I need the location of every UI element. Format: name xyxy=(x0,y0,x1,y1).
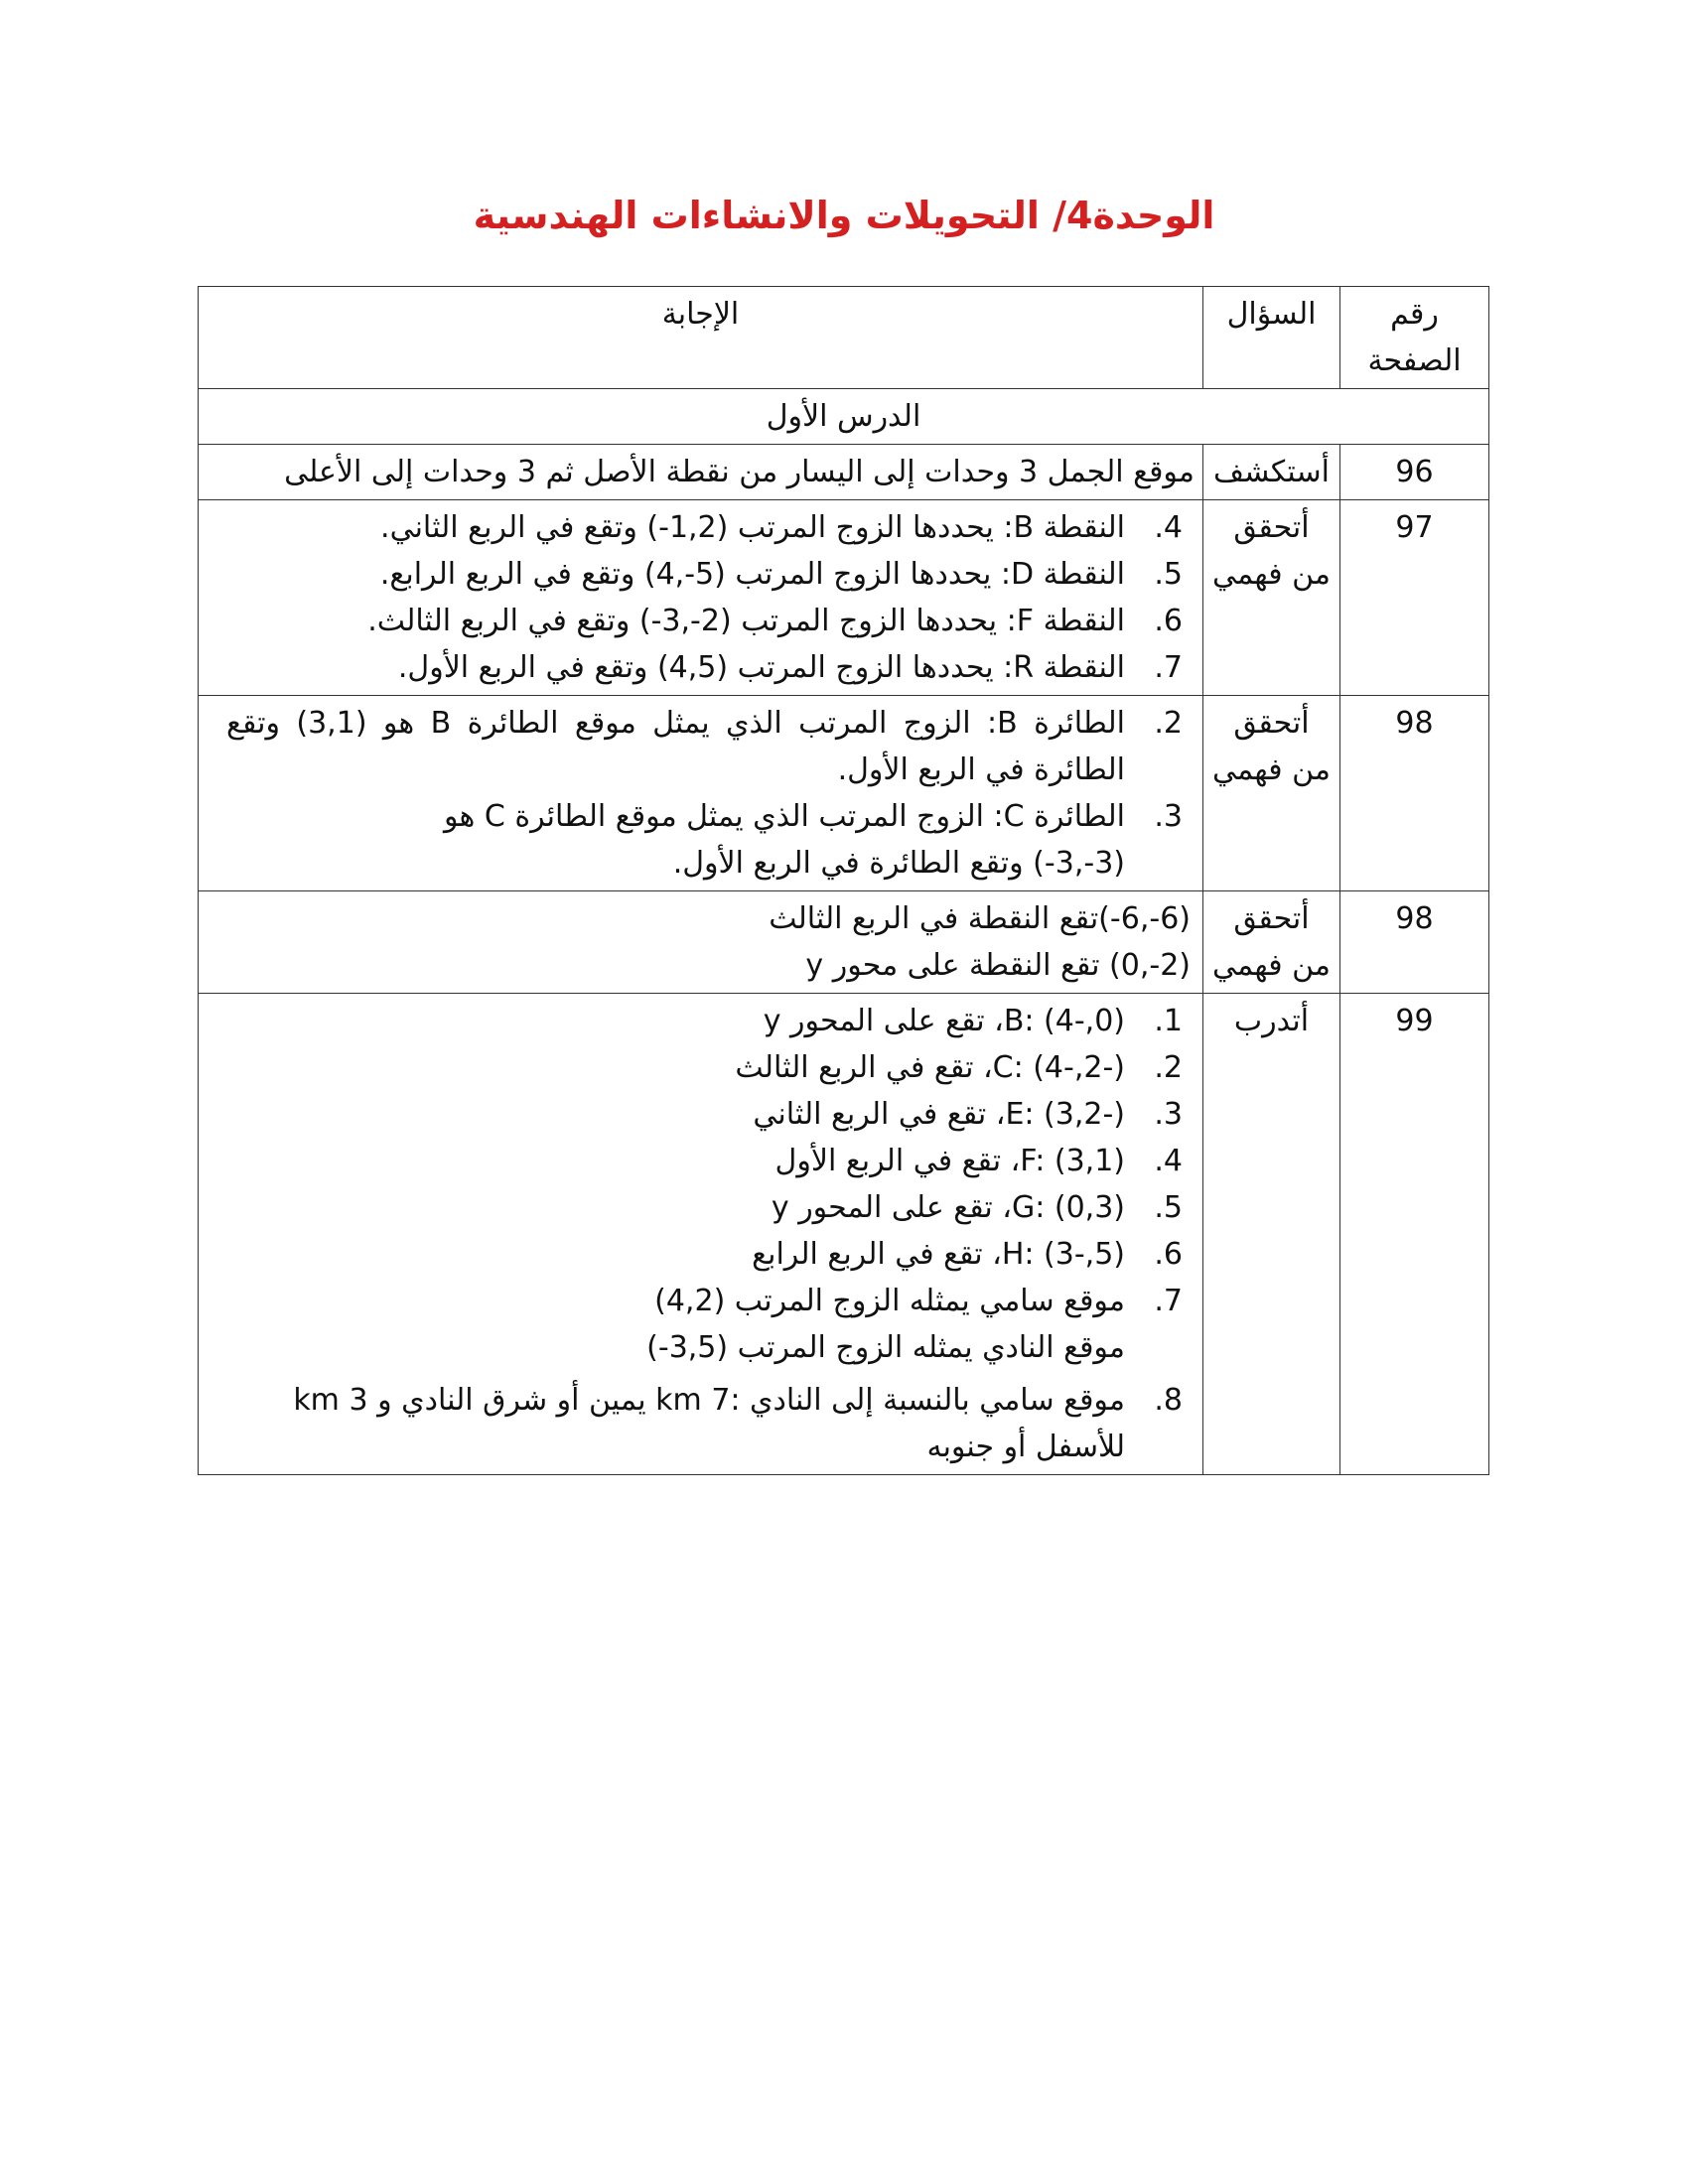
list-item: 6. H: (3-,5)، تقع في الربع الرابع xyxy=(752,1237,1183,1272)
list-item: 3. E: (3,2-)، تقع في الربع الثاني xyxy=(753,1097,1183,1132)
question-type: أتحقق من فهمي xyxy=(1203,891,1340,994)
list-item: 4. النقطة B: يحددها الزوج المرتب (1,2-) وتقع في الربع الثاني. xyxy=(380,510,1183,545)
question-type: أتدرب xyxy=(1203,994,1340,1475)
answer-line: (2-,0) تقع النقطة على محور y xyxy=(805,948,1191,983)
answer-cell xyxy=(199,891,1203,994)
header-page: رقم الصفحة xyxy=(1340,287,1489,389)
list-item: 8. موقع سامي بالنسبة إلى النادي :7 km يمين أو شرق النادي و 3 km للأسفل أو جنوبه xyxy=(293,1383,1183,1464)
page-number: 99 xyxy=(1340,994,1489,1475)
table-row xyxy=(199,994,1489,1475)
list-item: 2. الطائرة B: الزوج المرتب الذي يمثل موقع الطائرة B هو (3,1) وتقع الطائرة في الربع الأول. xyxy=(226,706,1183,787)
answer-cell xyxy=(199,696,1203,891)
header-question: السؤال xyxy=(1203,287,1340,389)
table-row xyxy=(199,696,1489,891)
page-number: 97 xyxy=(1340,500,1489,696)
lesson-title: الدرس الأول xyxy=(199,389,1489,445)
answer-cell xyxy=(199,994,1203,1475)
page-title: الوحدة4/ التحويلات والانشاءات الهندسية xyxy=(473,194,1215,237)
question-type: أتحقق من فهمي xyxy=(1203,696,1340,891)
list-item: 6. النقطة F: يحددها الزوج المرتب (2-,3-) وتقع في الربع الثالث. xyxy=(367,604,1183,638)
answer-line: (6-,6-)تقع النقطة في الربع الثالث xyxy=(769,901,1191,936)
list-item: 1. B: (4-,0)، تقع على المحور y xyxy=(763,1004,1183,1038)
lesson-row xyxy=(199,389,1489,445)
page-number: 96 xyxy=(1340,445,1489,500)
list-item: 5. G: (0,3)، تقع على المحور y xyxy=(771,1190,1183,1225)
question-type: أستكشف xyxy=(1203,445,1340,500)
answer-cell xyxy=(199,500,1203,696)
answer-text: موقع الجمل 3 وحدات إلى اليسار من نقطة الأصل ثم 3 وحدات إلى الأعلى xyxy=(199,445,1203,500)
page-number: 98 xyxy=(1340,696,1489,891)
table-row xyxy=(199,500,1489,696)
table-row xyxy=(199,445,1489,500)
list-item: 7. موقع سامي يمثله الزوج المرتب (4,2) موقع النادي يمثله الزوج المرتب (3,5-) xyxy=(646,1284,1183,1365)
header-answer: الإجابة xyxy=(199,287,1203,389)
list-item: 4. F: (3,1)، تقع في الربع الأول xyxy=(774,1144,1183,1178)
list-item: 3. الطائرة C: الزوج المرتب الذي يمثل موقع الطائرة C هو (3-,3-) وتقع الطائرة في الربع الأول. xyxy=(444,799,1183,881)
list-item: 5. النقطة D: يحددها الزوج المرتب (5-,4) وتقع في الربع الرابع. xyxy=(379,557,1183,592)
answers-table xyxy=(198,286,1489,1475)
table-row xyxy=(199,891,1489,994)
list-item: 2. C: (4-,2-)، تقع في الربع الثالث xyxy=(735,1050,1183,1085)
question-type: أتحقق من فهمي xyxy=(1203,500,1340,696)
page-number: 98 xyxy=(1340,891,1489,994)
list-item: 7. النقطة R: يحددها الزوج المرتب (4,5) وتقع في الربع الأول. xyxy=(397,650,1183,685)
header-row xyxy=(199,287,1489,389)
